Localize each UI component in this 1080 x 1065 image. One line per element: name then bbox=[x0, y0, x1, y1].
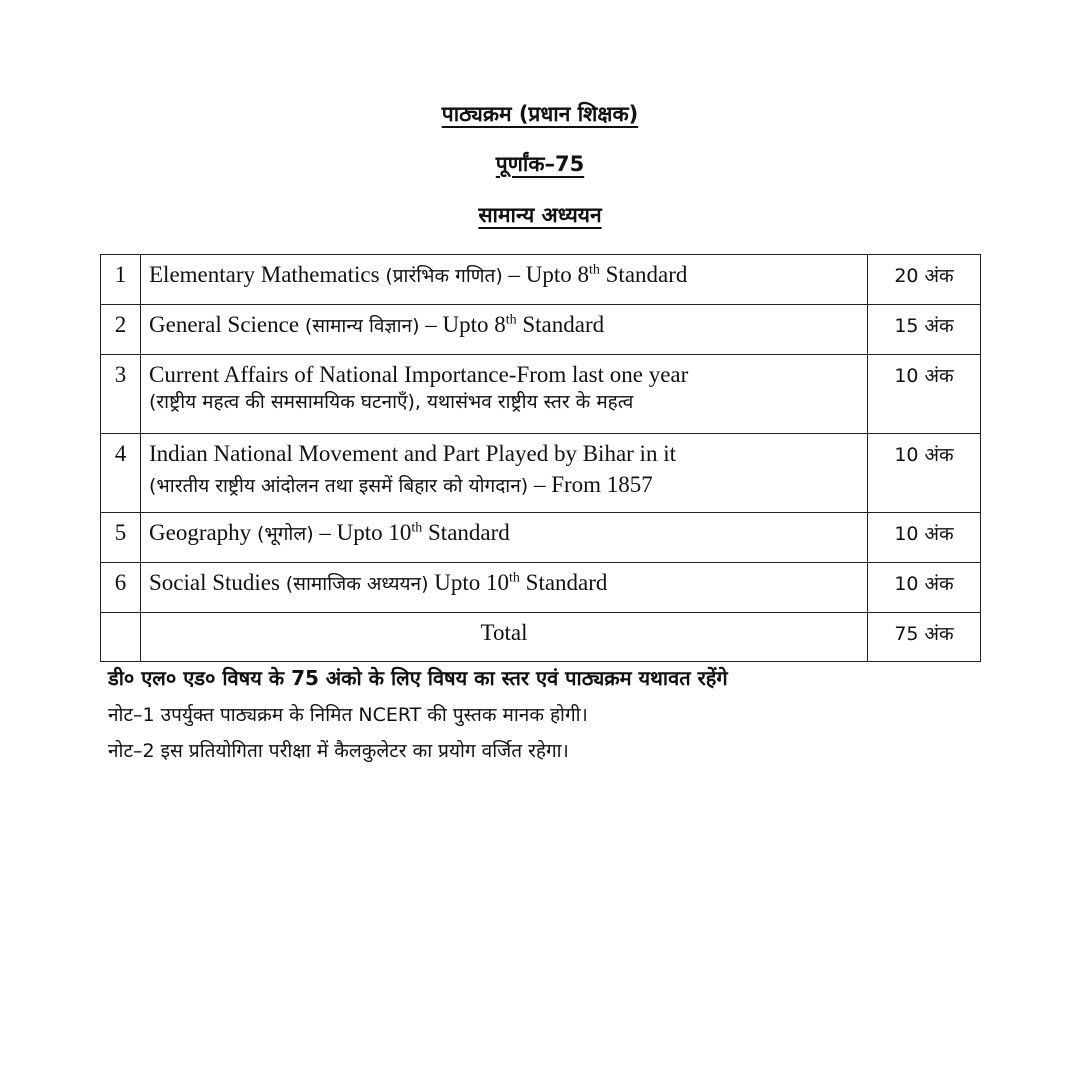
table-row bbox=[101, 355, 981, 434]
marks-cell: 10 अंक bbox=[868, 355, 981, 434]
table-row bbox=[101, 513, 981, 563]
subject-cell: Indian National Movement and Part Played by Bihar in it (भारतीय राष्ट्रीय आंदोलन तथा इसमें बिहार को योगदान) – From 1857 bbox=[141, 434, 868, 513]
section-heading: सामान्य अध्ययन bbox=[478, 203, 602, 227]
total-marks: 75 अंक bbox=[868, 613, 981, 662]
marks-cell: 20 अंक bbox=[868, 255, 981, 305]
total-number-cell bbox=[101, 613, 141, 662]
row-number: 1 bbox=[101, 255, 141, 305]
marks-cell: 10 अंक bbox=[868, 434, 981, 513]
total-label: Total bbox=[141, 613, 868, 662]
document-title: पाठ्यक्रम (प्रधान शिक्षक) bbox=[441, 102, 639, 126]
total-row bbox=[101, 613, 981, 662]
row-number: 3 bbox=[101, 355, 141, 434]
subject-cell: Geography (भूगोल) – Upto 10th Standard bbox=[141, 513, 868, 563]
subject-cell: Current Affairs of National Importance-From last one year (राष्ट्रीय महत्व की समसामयिक घटनाएँ), यथासंभव राष्ट्रीय स्तर के महत्व bbox=[141, 355, 868, 434]
note-1: नोट–1 उपर्युक्त पाठ्यक्रम के निमित NCERT की पुस्तक मानक होगी। bbox=[108, 704, 588, 726]
subject-cell: Social Studies (सामाजिक अध्ययन) Upto 10th Standard bbox=[141, 563, 868, 613]
table-row bbox=[101, 255, 981, 305]
marks-cell: 10 अंक bbox=[868, 563, 981, 613]
table-row bbox=[101, 563, 981, 613]
syllabus-table bbox=[100, 254, 981, 662]
row-number: 5 bbox=[101, 513, 141, 563]
row-number: 2 bbox=[101, 305, 141, 355]
notes-section bbox=[108, 664, 1008, 773]
table-row bbox=[101, 305, 981, 355]
row-number: 6 bbox=[101, 563, 141, 613]
marks-cell: 10 अंक bbox=[868, 513, 981, 563]
marks-cell: 15 अंक bbox=[868, 305, 981, 355]
note-2: नोट–2 इस प्रतियोगिता परीक्षा में कैलकुलेटर का प्रयोग वर्जित रहेगा। bbox=[108, 740, 569, 762]
table-row bbox=[101, 434, 981, 513]
row-number: 4 bbox=[101, 434, 141, 513]
subject-cell: Elementary Mathematics (प्रारंभिक गणित) – Upto 8th Standard bbox=[141, 255, 868, 305]
full-marks-heading: पूर्णांक–75 bbox=[495, 152, 585, 176]
note-deled: डी० एल० एड० विषय के 75 अंको के लिए विषय का स्तर एवं पाठ्यक्रम यथावत रहेंगे bbox=[108, 666, 728, 690]
subject-cell: General Science (सामान्य विज्ञान) – Upto 8th Standard bbox=[141, 305, 868, 355]
